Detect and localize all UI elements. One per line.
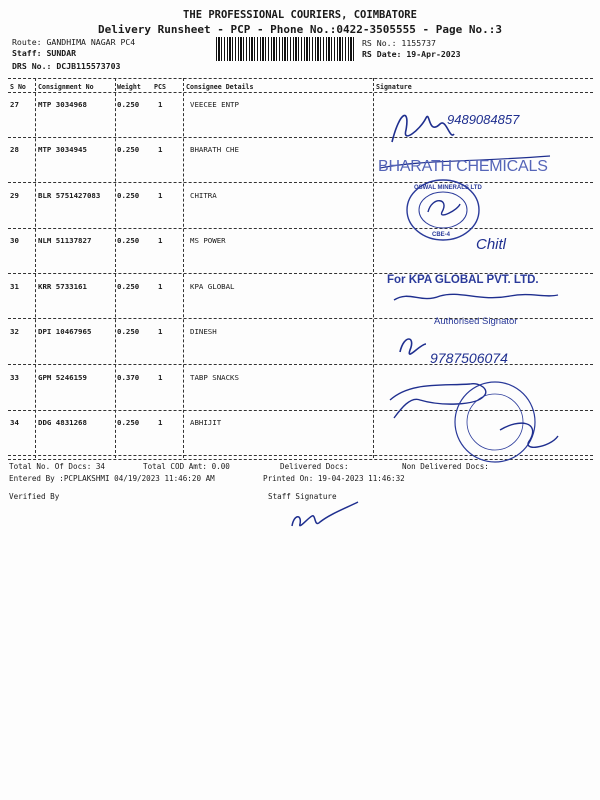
route-label: Route: GANDHIMA NAGAR PC4 — [12, 37, 136, 47]
signature-scribble — [428, 201, 460, 215]
col-header-consignment: Consignment No — [38, 83, 94, 91]
row-consignment: DPI 10467965 — [38, 327, 92, 336]
row-pcs: 1 — [158, 418, 163, 427]
handwritten-signature: Chitl — [476, 236, 507, 253]
row-weight: 0.250 — [117, 145, 140, 154]
col-header-sno: S No — [10, 83, 26, 91]
table-top-rule — [8, 78, 593, 79]
col-header-consignee: Consignee Details — [186, 83, 254, 91]
company-title: THE PROFESSIONAL COURIERS, COIMBATORE — [183, 9, 417, 21]
oswal-stamp-code: CBE-4 — [432, 232, 451, 238]
row-weight: 0.250 — [117, 236, 140, 245]
signature-scribble — [392, 115, 454, 142]
row-consignee: MS POWER — [190, 236, 226, 245]
col-header-signature: Signature — [376, 83, 412, 91]
row-consignee: KPA GLOBAL — [190, 282, 235, 291]
row-consignment: MTP 3034945 — [38, 145, 87, 154]
row-consignee: CHITRA — [190, 191, 217, 200]
bharath-chemicals-stamp: BHARATH CHEMICALS — [378, 158, 548, 175]
row-sno: 34 — [10, 418, 19, 427]
row-pcs: 1 — [158, 282, 163, 291]
row-sno: 29 — [10, 191, 19, 200]
row-pcs: 1 — [158, 373, 163, 382]
printed-on: Printed On: 19-04-2023 11:46:32 — [263, 474, 405, 483]
row-pcs: 1 — [158, 327, 163, 336]
row-weight: 0.250 — [117, 191, 140, 200]
column-divider — [373, 78, 374, 458]
total-cod: Total COD Amt: 0.00 — [143, 462, 230, 471]
row-weight: 0.250 — [117, 282, 140, 291]
column-divider — [35, 78, 36, 458]
staff-signature-scribble — [286, 500, 366, 540]
row-sno: 32 — [10, 327, 19, 336]
row-consignment: MTP 3034968 — [38, 100, 87, 109]
staff-label: Staff: SUNDAR — [12, 48, 77, 58]
signature-scribble — [394, 294, 558, 300]
verified-by: Verified By — [9, 492, 60, 501]
row-consignee: BHARATH CHE — [190, 145, 239, 154]
row-weight: 0.250 — [117, 418, 140, 427]
signature-scribble — [400, 339, 426, 354]
row-weight: 0.250 — [117, 100, 140, 109]
col-header-weight: Weight — [117, 83, 141, 91]
row-consignment: BLR 5751427083 — [38, 191, 101, 200]
column-divider — [183, 78, 184, 458]
total-docs: Total No. Of Docs: 34 — [9, 462, 106, 471]
non-delivered-docs: Non Delivered Docs: — [402, 462, 489, 471]
row-consignee: DINESH — [190, 327, 217, 336]
phone-handwriting: 9787506074 — [430, 350, 508, 366]
row-sno: 30 — [10, 236, 19, 245]
row-pcs: 1 — [158, 145, 163, 154]
row-consignee: ABHIJIT — [190, 418, 222, 427]
row-weight: 0.250 — [117, 327, 140, 336]
row-pcs: 1 — [158, 236, 163, 245]
authorised-signatory-stamp: Authorised Signator — [434, 316, 518, 327]
runsheet-subtitle: Delivery Runsheet - PCP - Phone No.:0422-3505555 - Page No.:3 — [98, 23, 502, 36]
row-consignment: DDG 4831268 — [38, 418, 87, 427]
signature-scribble — [390, 384, 486, 418]
row-sno: 33 — [10, 373, 19, 382]
phone-handwriting: 9489084857 — [447, 112, 520, 127]
column-divider — [115, 78, 116, 458]
row-consignee: VEECEE ENTP — [190, 100, 239, 109]
row-consignment: KRR 5733161 — [38, 282, 87, 291]
table-header-rule — [8, 92, 593, 93]
staff-signature-label: Staff Signature — [268, 492, 337, 501]
kpa-global-stamp: For KPA GLOBAL PVT. LTD. — [387, 274, 539, 286]
row-weight: 0.370 — [117, 373, 140, 382]
row-consignee: TABP SNACKS — [190, 373, 239, 382]
row-consignment: NLM 51137827 — [38, 236, 92, 245]
drs-number: DRS No.: DCJB115573703 — [12, 61, 121, 71]
rs-number: RS No.: 1155737 — [362, 38, 436, 48]
entered-by: Entered By :PCPLAKSHMI 04/19/2023 11:46:20 AM — [9, 474, 215, 483]
oswal-stamp-text: OSWAL MINERALS LTD — [414, 185, 482, 191]
row-pcs: 1 — [158, 100, 163, 109]
col-header-pcs: PCS — [154, 83, 166, 91]
stamp-round-inner — [467, 394, 523, 450]
barcode-image — [216, 37, 356, 61]
delivered-docs: Delivered Docs: — [280, 462, 349, 471]
row-sno: 31 — [10, 282, 19, 291]
row-pcs: 1 — [158, 191, 163, 200]
row-consignment: GPM 5246159 — [38, 373, 87, 382]
rs-date: RS Date: 19-Apr-2023 — [362, 49, 461, 59]
row-sno: 27 — [10, 100, 19, 109]
row-sno: 28 — [10, 145, 19, 154]
